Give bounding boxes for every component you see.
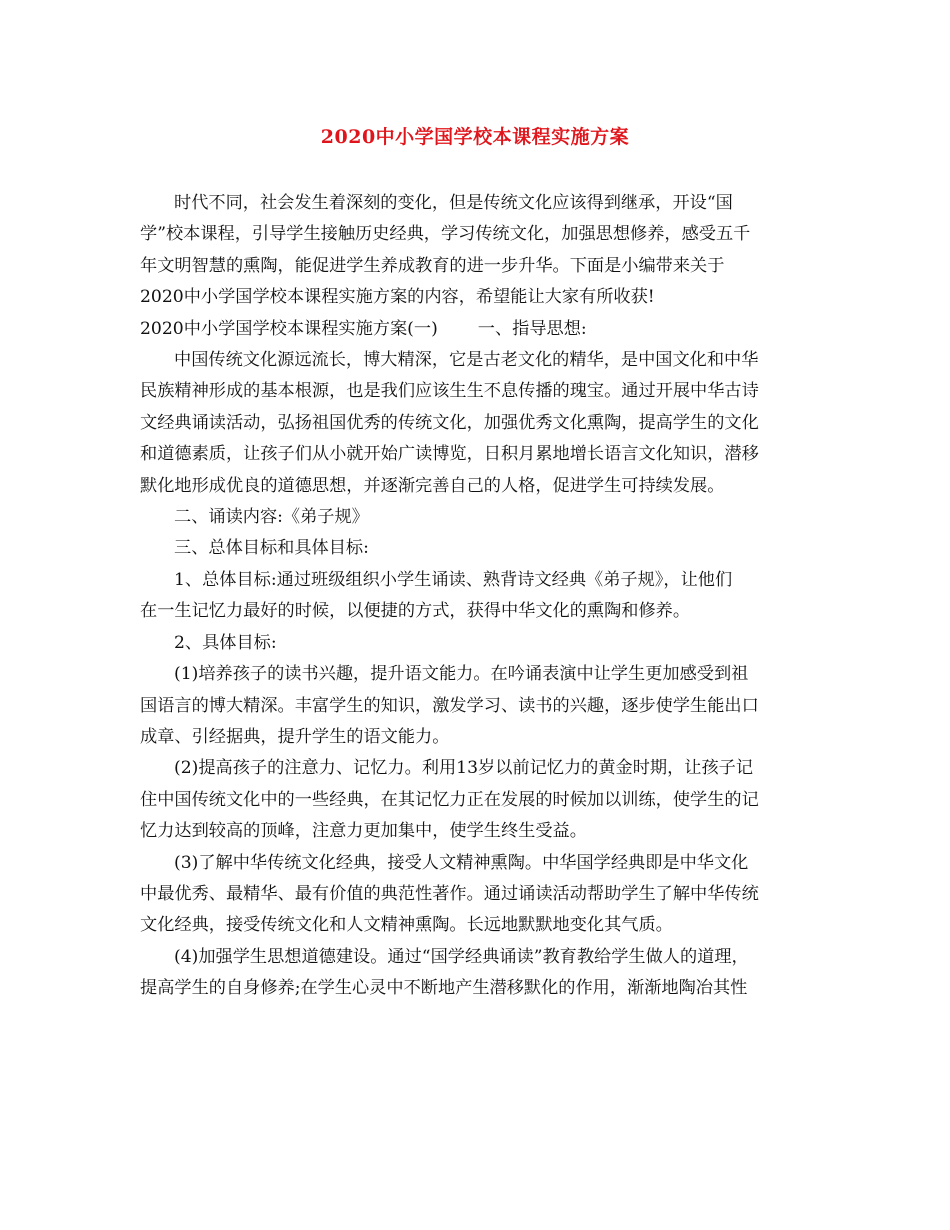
text-line: 成章、引经据典，提升学生的语文能力。 [140,726,450,747]
text-line: (4)加强学生思想道德建设。通过“国学经典诵读”教育教给学生做人的道理， [174,946,749,967]
text-line: 1、总体目标:通过班级组织小学生诵读、熟背诗文经典《弟子规》，让他们 [174,569,733,590]
text-line: 提高学生的自身修养;在学生心灵中不断地产生潜移默化的作用，渐渐地陶冶其性 [140,978,748,999]
text-line: 文化经典，接受传统文化和人文精神熏陶。长远地默默地变化其气质。 [140,915,673,936]
text-line-combined [140,314,812,345]
text-line: 时代不同，社会发生着深刻的变化，但是传统文化应该得到继承，开设“国 [174,193,733,213]
subsection-heading: 一、指导思想: [477,318,587,339]
text-line: 2020中小学国学校本课程实施方案的内容，希望能让大家有所收获! [140,287,655,308]
text-line: 民族精神形成的基本根源，也是我们应该生生不息传播的瑰宝。通过开展中华古诗 [140,381,759,402]
text-line: 默化地形成优良的道德思想，并逐渐完善自己的人格，促进学生可持续发展。 [140,475,725,496]
section-heading: 2020中小学国学校本课程实施方案(一) [140,318,438,339]
document-body [140,188,812,1005]
text-line: (1)培养孩子的读书兴趣，提升语文能力。在吟诵表演中让学生更加感受到祖 [174,664,749,685]
text-line: 和道德素质，让孩子们从小就开始广读博览，日积月累地增长语言文化知识，潜移 [140,444,759,465]
text-line: 忆力达到较高的顶峰，注意力更加集中，使学生终生受益。 [140,821,587,842]
subsection-heading: 二、诵读内容:《弟子规》 [174,507,369,528]
text-line: 中国传统文化源远流长，博大精深，它是古老文化的精华，是中国文化和中华 [174,350,759,371]
text-line: 住中国传统文化中的一些经典，在其记忆力正在发展的时候加以训练，使学生的记 [140,789,759,810]
subsection-heading: 2、具体目标: [174,632,277,653]
text-line: 在一生记忆力最好的时候，以便捷的方式，获得中华文化的熏陶和修养。 [140,601,691,622]
text-line: 年文明智慧的熏陶，能促进学生养成教育的进一步升华。下面是小编带来关于 [140,255,725,276]
text-line: 文经典诵读活动，弘扬祖国优秀的传统文化，加强优秀文化熏陶，提高学生的文化 [140,412,759,433]
text-line: (3)了解中华传统文化经典，接受人文精神熏陶。中华国学经典即是中华文化 [174,852,749,873]
text-line: 国语言的博大精深。丰富学生的知识，激发学习、读书的兴趣，逐步使学生能出口 [140,695,759,716]
text-line: 中最优秀、最精华、最有价值的典范性著作。通过诵读活动帮助学生了解中华传统 [140,883,759,904]
text-line: (2)提高孩子的注意力、记忆力。利用13岁以前记忆力的黄金时期，让孩子记 [174,758,754,779]
document-title: 2020中小学国学校本课程实施方案 [320,126,630,148]
subsection-heading: 三、总体目标和具体目标: [174,538,369,559]
text-line: 学”校本课程，引导学生接触历史经典，学习传统文化，加强思想修养，感受五千 [140,224,751,245]
